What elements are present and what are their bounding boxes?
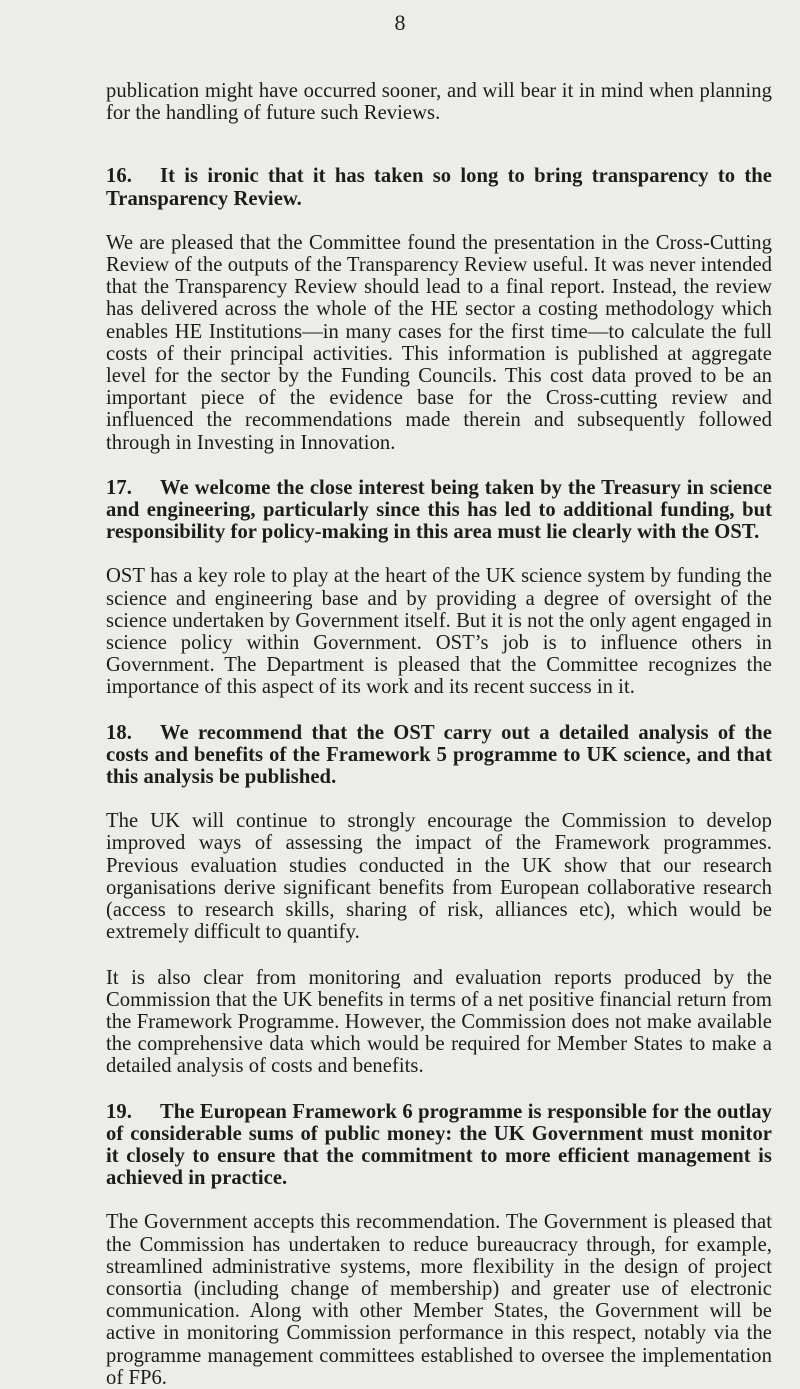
- recommendation-16-heading: [106, 165, 772, 209]
- recommendation-number: 16.: [106, 165, 132, 188]
- response-paragraph: It is also clear from monitoring and evaluation reports produced by the Commission that the UK benefits in terms of a net positive financial return from the Framework Programme. However, the Commission does not make available the comprehensive data which would be required for Member States to make a detailed analysis of costs and benefits.: [106, 966, 772, 1078]
- recommendation-text: We recommend that the OST carry out a detailed analysis of the costs and benefits of the Framework 5 programme to UK science, and that this analysis be published.: [106, 721, 772, 789]
- recommendation-number: 18.: [106, 721, 132, 744]
- intro-paragraph: publication might have occurred sooner, and will bear it in mind when planning for the handling of future such Reviews.: [106, 80, 772, 125]
- recommendation-number: 19.: [106, 1100, 132, 1123]
- recommendation-19-heading: [106, 1101, 772, 1190]
- recommendation-text: It is ironic that it has taken so long to bring transparency to the Transparency Review.: [106, 165, 772, 210]
- recommendation-number: 17.: [106, 476, 132, 499]
- recommendation-18-heading: [106, 722, 772, 789]
- response-paragraph: We are pleased that the Committee found the presentation in the Cross-Cutting Review of the outputs of the Transparency Review useful. It was never intended that the Transparency Review should lead to a final report. Instead, the review has delivered across the whole of the HE sector a costing methodology which enables HE Institutions—in many cases for the first time—to calculate the full costs of their principal activities. This information is published at aggregate level for the sector by the Funding Councils. This cost data proved to be an important piece of the evidence base for the Cross-cutting review and influenced the recommendations made therein and subsequently followed through in Investing in Innovation.: [106, 231, 772, 454]
- page-number: 8: [394, 10, 406, 35]
- response-paragraph: OST has a key role to play at the heart of the UK science system by funding the science and engineering base and by providing a degree of oversight of the science undertaken by Government itself. But it is not the only agent engaged in science policy within Government. OST’s job is to influence others in Government. The Department is pleased that the Committee recognizes the importance of this aspect of its work and its recent success in it.: [106, 565, 772, 699]
- response-paragraph: The Government accepts this recommendation. The Government is pleased that the Commission has undertaken to reduce bureaucracy through, for example, streamlined administrative systems, more flexibility in the design of project consortia (including change of membership) and greater use of electronic communication. Along with other Member States, the Government will be active in monitoring Commission performance in this respect, notably via the programme management committees established to oversee the implementation of FP6.: [106, 1211, 772, 1389]
- recommendation-text: We welcome the close interest being taken by the Treasury in science and engineering, particularly since this has led to additional funding, but responsibility for policy-making in this area must lie clearly with the OST.: [106, 476, 772, 544]
- recommendation-17-heading: [106, 477, 772, 544]
- response-paragraph: The UK will continue to strongly encourage the Commission to develop improved ways of assessing the impact of the Framework programmes. Previous evaluation studies conducted in the UK show that our research organisations derive significant benefits from European collaborative research (access to research skills, sharing of risk, alliances etc), which would be extremely difficult to quantify.: [106, 810, 772, 944]
- recommendation-text: The European Framework 6 programme is responsible for the outlay of considerable sums of public money: the UK Government must monitor it closely to ensure that the commitment to more efficient management is achieved in practice.: [106, 1100, 772, 1190]
